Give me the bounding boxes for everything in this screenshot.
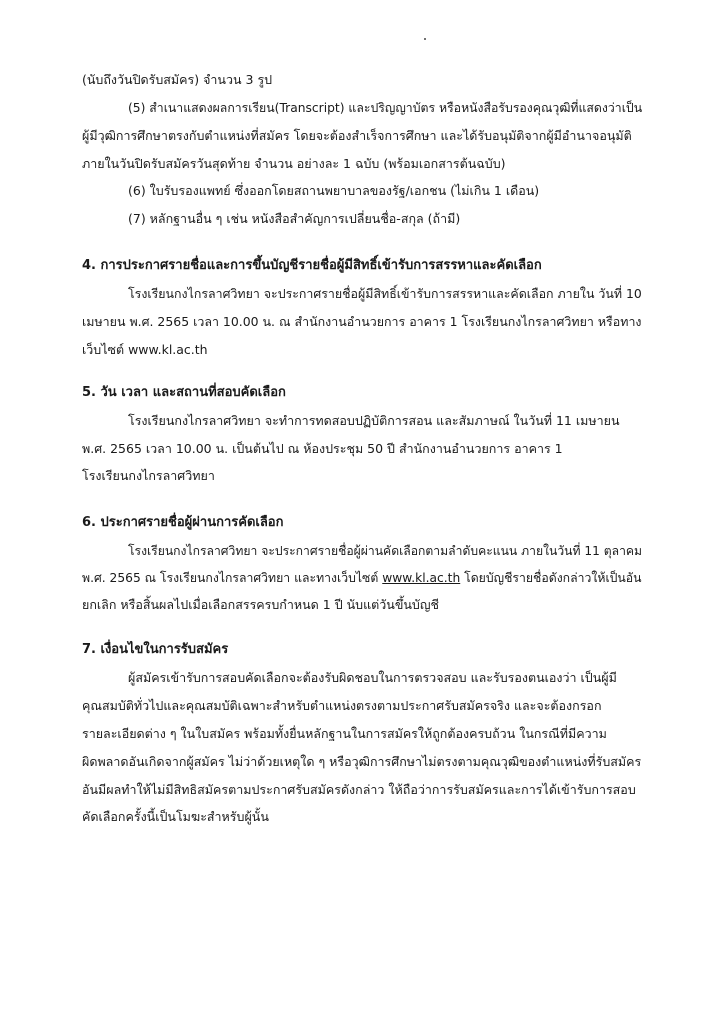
item-5-line-3: ภายในวันปิดรับสมัครวันสุดท้าย จำนวน อย่างละ 1 ฉบับ (พร้อมเอกสารต้นฉบับ) [82, 156, 506, 171]
section-6-line-3: ยกเลิก หรือสิ้นผลไปเมื่อเลือกสรรครบกำหนด 1 ปี นับแต่วันขึ้นบัญชี [82, 597, 439, 612]
section-7-line-3: รายละเอียดต่าง ๆ ในใบสมัคร พร้อมทั้งยื่นหลักฐานในการสมัครให้ถูกต้องครบถ้วน ในกรณีที่มีความ [82, 726, 607, 741]
item-7: (7) หลักฐานอื่น ๆ เช่น หนังสือสำคัญการเปลี่ยนชื่อ-สกุล (ถ้ามี) [128, 211, 461, 226]
item-6: (6) ใบรับรองแพทย์ ซึ่งออกโดยสถานพยาบาลของรัฐ/เอกชน (ไม่เกิน 1 เดือน) [128, 183, 540, 198]
section-7-line-1: ผู้สมัครเข้ารับการสอบคัดเลือกจะต้องรับผิดชอบในการตรวจสอบ และรับรองตนเองว่า เป็นผู้มี [128, 670, 617, 685]
scan-speck [424, 38, 426, 40]
section-4-line-2: เมษายน พ.ศ. 2565 เวลา 10.00 น. ณ สำนักงานอำนวยการ อาคาร 1 โรงเรียนกงไกรลาศวิทยา หรือทาง [82, 314, 642, 329]
section-5-line-1: โรงเรียนกงไกรลาศวิทยา จะทำการทดสอบปฏิบัติการสอน และสัมภาษณ์ ในวันที่ 11 เมษายน [128, 413, 620, 428]
section-7-line-2: คุณสมบัติทั่วไปและคุณสมบัติเฉพาะสำหรับตำแหน่งตรงตามประกาศรับสมัครจริง และจะต้องกรอก [82, 698, 602, 713]
section-5-line-2: พ.ศ. 2565 เวลา 10.00 น. เป็นต้นไป ณ ห้องประชุม 50 ปี สำนักงานอำนวยการ อาคาร 1 [82, 441, 563, 456]
intro-line-1: (นับถึงวันปิดรับสมัคร) จำนวน 3 รูป [82, 72, 273, 87]
section-6-heading: 6. ประกาศรายชื่อผู้ผ่านการคัดเลือก [82, 515, 284, 530]
section-7-heading: 7. เงื่อนไขในการรับสมัคร [82, 642, 229, 657]
section-4-line-3: เว็บไซต์ www.kl.ac.th [82, 342, 208, 357]
website-link[interactable]: www.kl.ac.th [382, 570, 461, 585]
section-4-heading: 4. การประกาศรายชื่อและการขึ้นบัญชีรายชื่อผู้มีสิทธิ์เข้ารับการสรรหาและคัดเลือก [82, 258, 542, 273]
section-7-line-4: ผิดพลาดอันเกิดจากผู้สมัคร ไม่ว่าด้วยเหตุใด ๆ หรือวุฒิการศึกษาไม่ตรงตามคุณวุฒิของตำแหน่งที่รับสมัคร [82, 754, 642, 769]
section-6-line-2-post: โดยบัญชีรายชื่อดังกล่าวให้เป็นอัน [460, 570, 642, 585]
section-6-line-1: โรงเรียนกงไกรลาศวิทยา จะประกาศรายชื่อผู้ผ่านคัดเลือกตามลำดับคะแนน ภายในวันที่ 11 ตุลาคม [128, 543, 643, 558]
section-7-line-6: คัดเลือกครั้งนี้เป็นโมฆะสำหรับผู้นั้น [82, 809, 269, 824]
item-5-line-2: ผู้มีวุฒิการศึกษาตรงกับตำแหน่งที่สมัคร โดยจะต้องสำเร็จการศึกษา และได้รับอนุมัติจากผู้มีอำนาจอนุมัติ [82, 128, 632, 143]
section-5-line-3: โรงเรียนกงไกรลาศวิทยา [82, 468, 215, 483]
section-5-heading: 5. วัน เวลา และสถานที่สอบคัดเลือก [82, 385, 286, 400]
section-6-line-2-pre: พ.ศ. 2565 ณ โรงเรียนกงไกรลาศวิทยา และทางเว็บไซต์ [82, 570, 383, 585]
section-6-line-2 [82, 568, 642, 588]
item-5-line-1: (5) สำเนาแสดงผลการเรียน(Transcript) และปริญญาบัตร หรือหนังสือรับรองคุณวุฒิที่แสดงว่าเป็น [128, 100, 643, 115]
section-7-line-5: อันมีผลทำให้ไม่มีสิทธิสมัครตามประกาศรับสมัครดังกล่าว ให้ถือว่าการรับสมัครและการได้เข้ารับการสอบ [82, 782, 636, 797]
section-4-line-1: โรงเรียนกงไกรลาศวิทยา จะประกาศรายชื่อผู้มีสิทธิ์เข้ารับการสรรหาและคัดเลือก ภายใน วันที่ 10 [128, 286, 642, 301]
